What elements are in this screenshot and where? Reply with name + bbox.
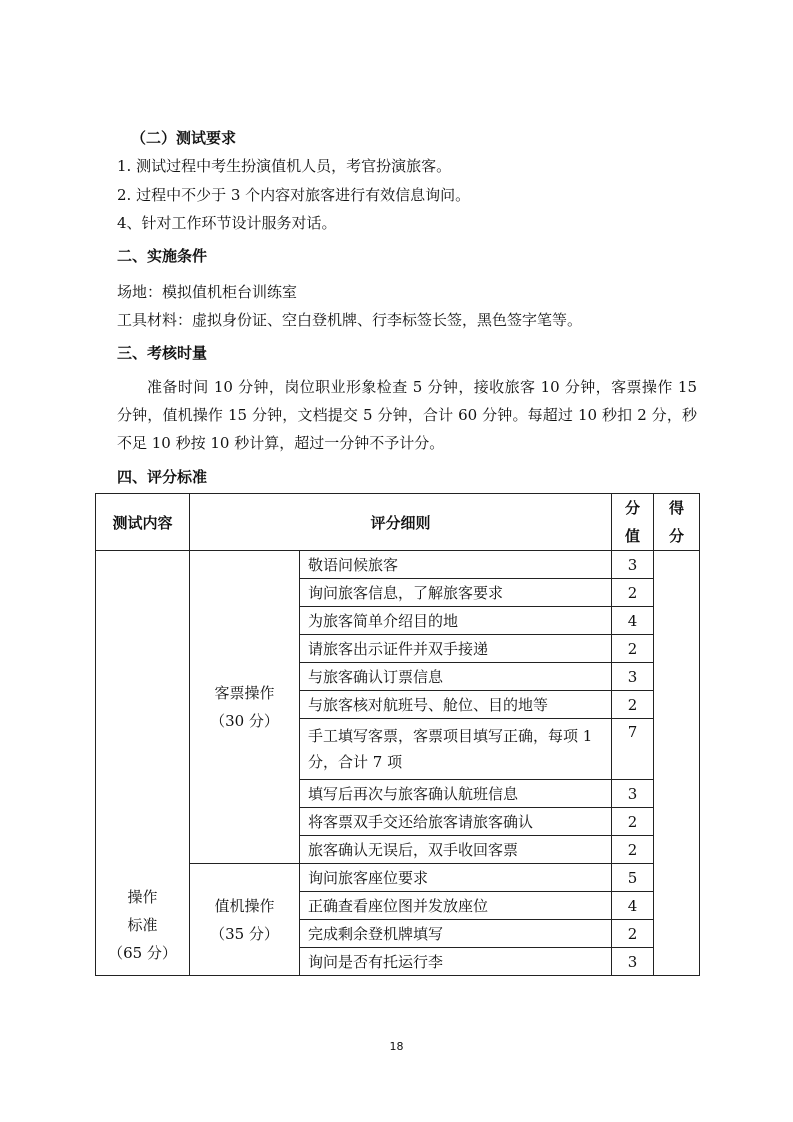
header-score-line2: 值 <box>625 527 641 545</box>
item-cell: 询问旅客信息，了解旅客要求 <box>300 579 612 607</box>
score-cell: 2 <box>612 635 654 663</box>
score-cell: 3 <box>612 663 654 691</box>
score-cell: 2 <box>612 691 654 719</box>
category-line1: 操作 <box>127 888 158 906</box>
score-cell: 4 <box>612 892 654 920</box>
score-cell: 4 <box>612 607 654 635</box>
item-cell: 为旅客简单介绍目的地 <box>300 607 612 635</box>
item-cell: 敬语问候旅客 <box>300 551 612 579</box>
time-paragraph: 准备时间 10 分钟，岗位职业形象检查 5 分钟，接收旅客 10 分钟，客票操作 15 分钟，值机操作 15 分钟，文档提交 5 分钟，合计 60 分钟。每超过 10 秒扣 2 分，秒不足 10 秒按 10 秒计算，超过一分钟不予计分。 <box>117 378 697 452</box>
group-cell-checkin <box>190 864 300 976</box>
header-got-line1: 得 <box>669 499 685 517</box>
header-score <box>612 494 654 551</box>
page-number: 18 <box>389 1040 404 1053</box>
item-cell: 询问旅客座位要求 <box>300 864 612 892</box>
section-title-conditions: 二、实施条件 <box>117 247 208 265</box>
score-cell: 3 <box>612 948 654 976</box>
item-cell: 与旅客确认订票信息 <box>300 663 612 691</box>
item-cell: 与旅客核对航班号、舱位、目的地等 <box>300 691 612 719</box>
materials-text: 工具材料：虚拟身份证、空白登机牌、行李标签长签，黑色签字笔等。 <box>117 311 583 329</box>
section-title-scoring: 四、评分标准 <box>117 468 208 486</box>
score-cell: 7 <box>612 719 654 780</box>
category-cell <box>96 551 190 976</box>
score-cell: 3 <box>612 551 654 579</box>
requirement-item: 4、针对工作环节设计服务对话。 <box>117 214 337 232</box>
score-cell: 3 <box>612 780 654 808</box>
item-cell: 将客票双手交还给旅客请旅客确认 <box>300 808 612 836</box>
venue-text: 场地：模拟值机柜台训练室 <box>117 283 298 301</box>
header-score-line1: 分 <box>625 499 641 517</box>
score-cell: 2 <box>612 579 654 607</box>
item-cell: 正确查看座位图并发放座位 <box>300 892 612 920</box>
group-points: （35 分） <box>210 924 279 943</box>
requirement-item: 1. 测试过程中考生扮演值机人员，考官扮演旅客。 <box>117 157 452 175</box>
group-name: 客票操作 <box>214 684 275 702</box>
scoring-table <box>95 493 700 976</box>
table-row <box>96 551 700 579</box>
score-cell: 2 <box>612 836 654 864</box>
item-cell: 手工填写客票，客票项目填写正确，每项 1 分，合计 7 项 <box>300 719 612 780</box>
header-content: 测试内容 <box>96 494 190 551</box>
item-cell: 填写后再次与旅客确认航班信息 <box>300 780 612 808</box>
group-points: （30 分） <box>210 712 279 730</box>
got-score-cell <box>654 551 700 976</box>
item-cell: 旅客确认无误后，双手收回客票 <box>300 836 612 864</box>
header-got-line2: 分 <box>669 527 685 545</box>
category-line2: 标准 <box>127 916 158 934</box>
score-cell: 2 <box>612 808 654 836</box>
requirement-item: 2. 过程中不少于 3 个内容对旅客进行有效信息询问。 <box>117 186 471 204</box>
item-cell: 询问是否有托运行李 <box>300 948 612 976</box>
section-title-test-requirements: （二）测试要求 <box>131 129 237 147</box>
group-cell-ticket <box>190 551 300 864</box>
header-details: 评分细则 <box>190 494 612 551</box>
item-cell: 完成剩余登机牌填写 <box>300 920 612 948</box>
score-cell: 2 <box>612 920 654 948</box>
category-line3: （65 分） <box>108 944 177 962</box>
section-title-time: 三、考核时量 <box>117 344 208 362</box>
group-name: 值机操作 <box>214 896 275 915</box>
header-got <box>654 494 700 551</box>
score-cell: 5 <box>612 864 654 892</box>
table-header-row <box>96 494 700 551</box>
item-cell: 请旅客出示证件并双手接递 <box>300 635 612 663</box>
